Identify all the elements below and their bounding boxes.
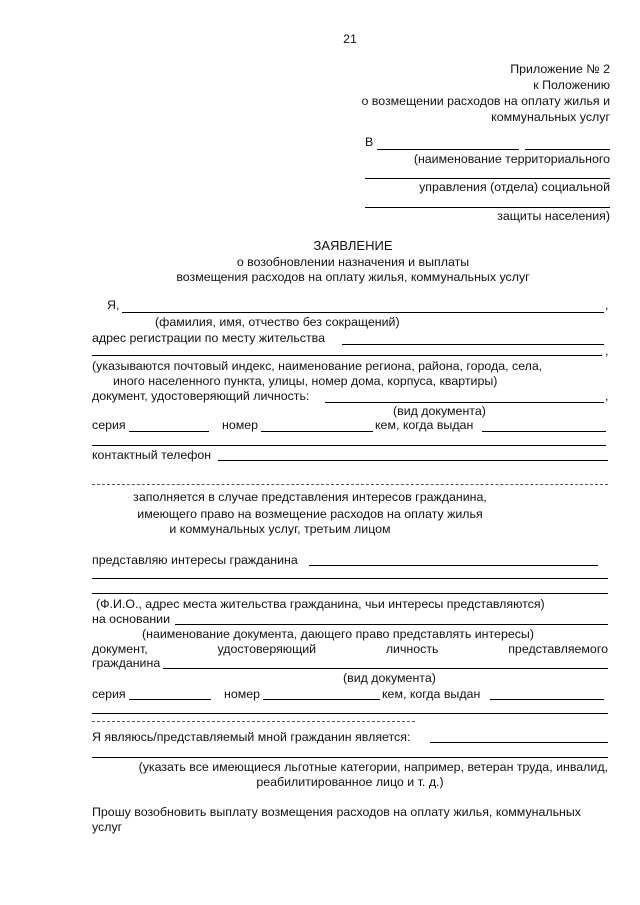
rep-doc-word-1: документ,: [92, 642, 148, 656]
applicant-fio-comma: ,: [605, 298, 609, 312]
address-line-2[interactable]: [92, 355, 602, 356]
rep-doc-hint: (вид документа): [343, 671, 436, 685]
appendix-line-1: Приложение № 2: [510, 62, 610, 76]
citizen-doc-line[interactable]: [163, 668, 608, 669]
represent-line-1[interactable]: [309, 565, 598, 566]
request-line-1: Прошу возобновить выплату возмещения расходов на оплату жилья, коммунальных: [92, 805, 581, 819]
issued-label: кем, когда выдан: [375, 418, 474, 432]
id-doc-comma: ,: [605, 389, 609, 403]
appendix-line-4: коммунальных услуг: [491, 110, 610, 124]
phone-label: контактный телефон: [92, 448, 212, 462]
category-line-1[interactable]: [430, 742, 608, 743]
title-sub-1: о возобновлении назначения и выплаты: [236, 255, 470, 269]
applicant-i-label: Я,: [107, 298, 120, 312]
rep-doc-word-3: личность: [385, 642, 439, 656]
appendix-line-3: о возмещении расходов на оплату жилья и: [361, 94, 610, 108]
short-separator: [92, 721, 415, 722]
addressee-line-1a[interactable]: [377, 149, 519, 150]
addressee-prefix: В: [365, 135, 374, 149]
rep-series-label: серия: [92, 687, 126, 701]
applicant-fio-hint: (фамилия, имя, отчество без сокращений): [155, 315, 400, 329]
address-comma: ,: [605, 344, 609, 358]
citizen-label: гражданина: [92, 656, 161, 670]
request-line-2: услуг: [92, 820, 123, 834]
rep-issued-line-2[interactable]: [92, 713, 608, 714]
number-label: номер: [222, 418, 259, 432]
rep-number-label: номер: [224, 687, 261, 701]
address-label: адрес регистрации по месту жительства: [92, 331, 326, 345]
represent-line-2[interactable]: [92, 578, 608, 579]
category-hint-2: реабилитированное лицо и т. д.): [256, 775, 444, 789]
rep-note-2: имеющего право на возмещение расходов на оплату жилья: [137, 507, 483, 521]
addressee-line-1b[interactable]: [525, 149, 610, 150]
address-line-1[interactable]: [342, 344, 604, 345]
number-line[interactable]: [261, 431, 373, 432]
id-doc-line[interactable]: [325, 402, 604, 403]
basis-hint: (наименование документа, дающего право представлять интересы): [142, 627, 534, 641]
rep-doc-line: [92, 642, 608, 656]
appendix-line-2: к Положению: [533, 78, 610, 92]
category-hint-1: (указать все имеющиеся льготные категории, например, ветеран труда, инвалид,: [138, 760, 608, 774]
rep-series-line[interactable]: [129, 699, 211, 700]
addressee-hint-1: (наименование территориального: [413, 152, 610, 166]
series-line[interactable]: [129, 431, 209, 432]
address-hint-2: иного населенного пункта, улицы, номер дома, корпуса, квартиры): [113, 374, 498, 388]
section-separator: [92, 484, 608, 485]
rep-issued-line-1[interactable]: [490, 699, 604, 700]
issued-line-1[interactable]: [482, 431, 606, 432]
addressee-line-2[interactable]: [365, 178, 610, 179]
rep-doc-word-2: удостоверяющий: [217, 642, 317, 656]
phone-line[interactable]: [218, 460, 608, 461]
rep-number-line[interactable]: [263, 699, 380, 700]
applicant-fio-line[interactable]: [122, 312, 604, 313]
title-main: ЗАЯВЛЕНИЕ: [313, 238, 393, 253]
basis-line[interactable]: [175, 624, 608, 625]
category-line-2[interactable]: [92, 757, 608, 758]
series-label: серия: [92, 418, 126, 432]
id-doc-hint: (вид документа): [393, 404, 486, 418]
issued-line-2[interactable]: [92, 445, 606, 446]
rep-issued-label: кем, когда выдан: [382, 687, 481, 701]
address-hint-1: (указываются почтовый индекс, наименование региона, района, города, села,: [92, 359, 543, 373]
rep-fio-hint: (Ф.И.О., адрес места жительства гражданина, чьи интересы представляются): [96, 597, 545, 611]
category-label: Я являюсь/представляемый мной гражданин является:: [92, 730, 411, 744]
addressee-line-3[interactable]: [365, 207, 610, 208]
represent-label: представляю интересы гражданина: [92, 553, 298, 567]
rep-note-3: и коммунальных услуг, третьим лицом: [169, 522, 391, 536]
represent-line-3[interactable]: [92, 593, 608, 594]
basis-label: на основании: [92, 612, 171, 626]
addressee-hint-2: управления (отдела) социальной: [419, 180, 610, 194]
title-sub-2: возмещения расходов на оплату жилья, коммунальных услуг: [176, 270, 530, 284]
rep-doc-word-4: представляемого: [508, 642, 608, 656]
addressee-hint-3: защиты населения): [497, 209, 610, 223]
page-number: 21: [343, 32, 357, 46]
id-doc-label: документ, удостоверяющий личность:: [92, 389, 310, 403]
rep-note-1: заполняется в случае представления интересов гражданина,: [133, 490, 487, 504]
